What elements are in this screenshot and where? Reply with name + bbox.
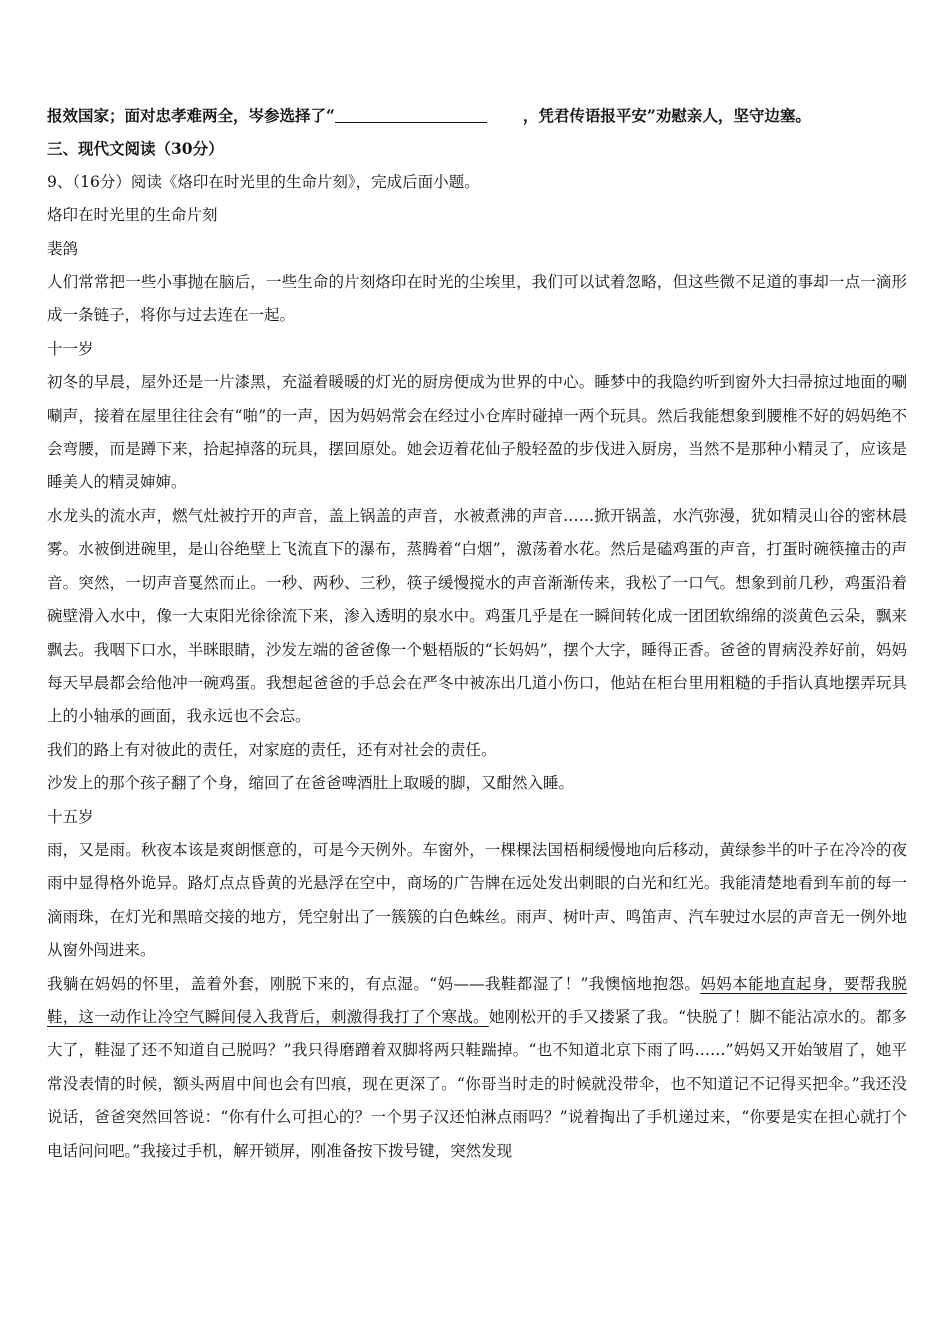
top-line [47, 99, 907, 132]
intro-paragraph: 人们常常把一些小事抛在脑后，一些生命的片刻烙印在时光的尘埃里，我们可以试着忽略，但这些微不足道的事却一点一滴形成一条链子，将你与过去连在一起。 [47, 273, 907, 325]
paragraph-morning: 初冬的早晨，屋外还是一片漆黑，充溢着暖暖的灯光的厨房便成为世界的中心。睡梦中的我隐约听到窗外大扫帚掠过地面的唰唰声，接着在屋里往往会有“啪”的一声，因为妈妈常会在经过小仓库时碰掉一两个玩具。然后我能想象到腰椎不好的妈妈绝不会弯腰，而是蹲下来，拾起掉落的玩具，摆回原处。她会迈着花仙子般轻盈的步伐进入厨房，当然不是那种小精灵了，应该是睡美人的精灵婶婶。 [47, 373, 907, 492]
section-heading-age-15: 十五岁 [47, 807, 94, 826]
paragraph-responsibility: 我们的路上有对彼此的责任，对家庭的责任，还有对社会的责任。 [47, 740, 497, 759]
paragraph-sounds: 水龙头的流水声，燃气灶被拧开的声音，盖上锅盖的声音，水被煮沸的声音……掀开锅盖，水汽弥漫，犹如精灵山谷的密林晨雾。水被倒进碗里，是山谷绝壁上飞流直下的瀑布，蒸腾着“白烟”，激荡着水花。然后是磕鸡蛋的声音，打蛋时碗筷撞击的声音。突然，一切声音戛然而止。一秒、两秒、三秒，筷子缓慢搅水的声音渐渐传来，我松了一口气。想象到前几秒，鸡蛋沿着碗壁滑入水中，像一大束阳光徐徐流下来，渗入透明的泉水中。鸡蛋几乎是在一瞬间转化成一团团软绵绵的淡黄色云朵，飘来飘去。我咽下口水，半眯眼睛，沙发左端的爸爸像一个魁梧版的“长妈妈”，摆个大字，睡得正香。爸爸的胃病没养好前，妈妈每天早晨都会给他冲一碗鸡蛋。我想起爸爸的手总会在严冬中被冻出几道小伤口，他站在柜台里用粗糙的手指认真地摆弄玩具上的小轴承的画面，我永远也不会忘。 [47, 506, 907, 726]
article-author: 裴鸽 [47, 239, 79, 258]
question-prompt: 9、（16分）阅读《烙印在时光里的生命片刻》，完成后面小题。 [47, 172, 480, 191]
document-content [47, 99, 907, 1168]
paragraph-mother [47, 968, 907, 1168]
underlined-sentence: 妈妈本能地直起身，要帮我脱鞋，这一动作让冷空气瞬间侵入我背后，刺激得我打了个寒战。 [47, 974, 907, 1026]
top-line-suffix: ，凭君传语报平安”劝慰亲人，坚守边塞。 [522, 106, 811, 125]
paragraph-mother-part-a: 我躺在妈妈的怀里，盖着外套，刚脱下来的，有点湿。“妈——我鞋都湿了！”我懊恼地抱怨。 [47, 974, 701, 993]
paragraph-rain: 雨，又是雨。秋夜本该是爽朗惬意的，可是今天例外。车窗外，一棵棵法国梧桐缓慢地向后移动，黄绿参半的叶子在冷冷的夜雨中显得格外诡异。路灯点点昏黄的光悬浮在空中，商场的广告牌在远处发出刺眼的白光和红光。我能清楚地看到车前的每一滴雨珠，在灯光和黑暗交接的地方，凭空射出了一簇簇的白色蛛丝。雨声、树叶声、鸣笛声、汽车驶过水层的声音无一例外地从窗外闯进来。 [47, 840, 907, 960]
article-title: 烙印在时光里的生命片刻 [47, 206, 218, 225]
section-title: 三、现代文阅读（30分） [47, 139, 224, 159]
answer-blank [335, 108, 487, 123]
paragraph-mother-part-b: 她刚松开的手又搂紧了我。“快脱了！脚不能沾凉水的。都多大了，鞋湿了还不知道自己脱吗？”我只得磨蹭着双脚将两只鞋踹掉。“也不知道北京下雨了吗……”妈妈又开始皱眉了，她平常没表情的时候，额头两眉中间也会有凹痕，现在更深了。“你哥当时走的时候就没带伞，也不知道记不记得买把伞。”我还没说话，爸爸突然回答说：“你有什么可担心的？一个男子汉还怕淋点雨吗？”说着掏出了手机递过来，“你要是实在担心就打个电话问问吧。”我接过手机，解开锁屏，刚准备按下拨号键，突然发现 [47, 1007, 907, 1160]
top-line-prefix: 报效国家；面对忠孝难两全，岑参选择了“ [47, 106, 335, 125]
paragraph-sofa: 沙发上的那个孩子翻了个身，缩回了在爸爸啤酒肚上取暖的脚，又酣然入睡。 [47, 774, 575, 793]
section-heading-age-11: 十一岁 [47, 339, 94, 358]
